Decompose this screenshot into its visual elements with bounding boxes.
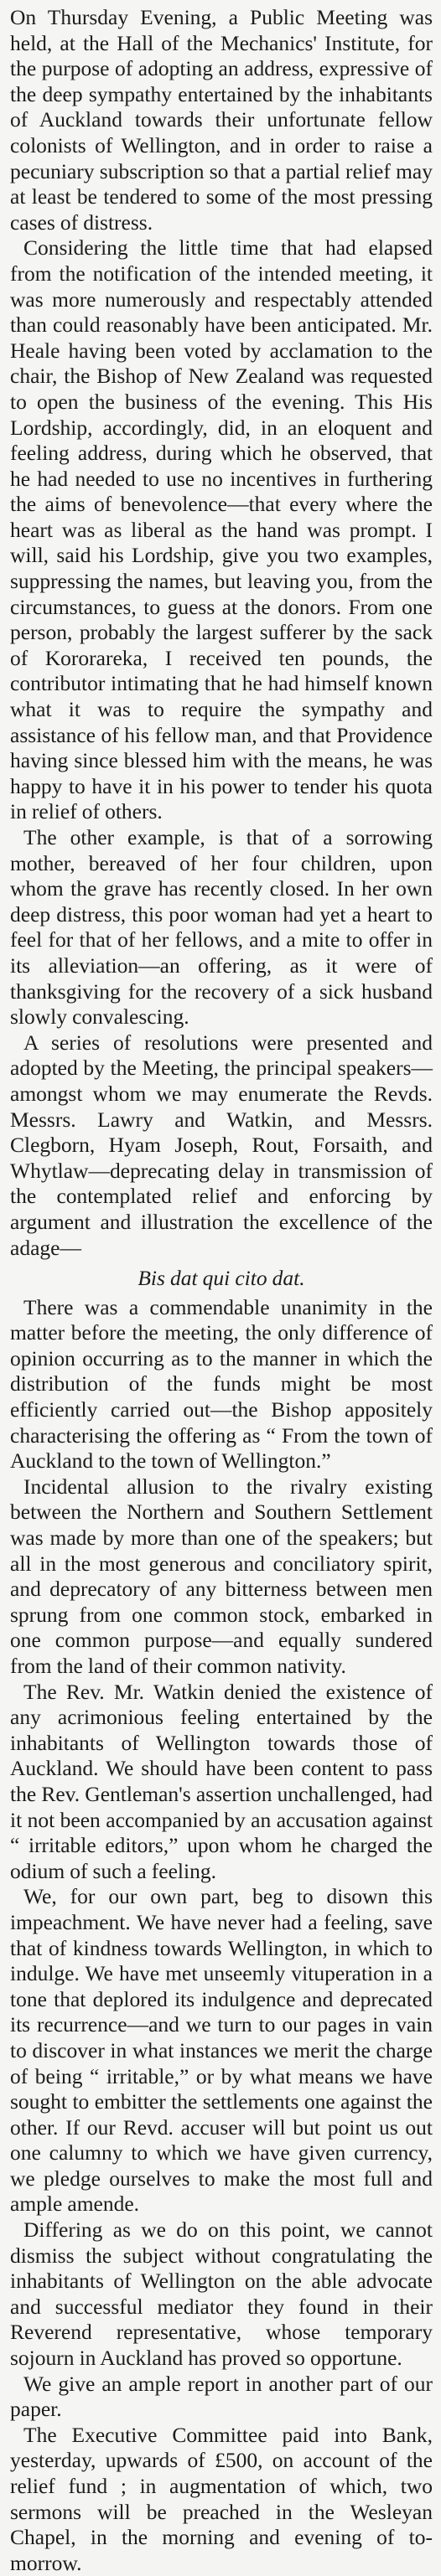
article-paragraph: Differing as we do on this point, we cannot dismiss the subject without congratulating the inhabitants of Wellington on the able advocate and successful mediator they found in their Reverend representative, whose temporary sojourn in Auckland has proved so opportune. [10,2217,433,2371]
article-paragraph: We give an ample report in another part of our paper. [10,2371,433,2422]
article-paragraph: There was a commendable unanimity in the matter before the meeting, the only difference of opinion occurring as to the manner in which the distribution of the funds might be most efficiently carried out—the Bishop appositely characterising the offering as “ From the town of Auckland to the town of Wellington.” [10,1294,433,1474]
article-paragraph: Incidental allusion to the rivalry existing between the Northern and Southern Settlement was made by more than one of the speakers; but all in the most generous and conciliatory spirit, and deprecatory of any bitterness between men sprung from one common stock, embarked in one common purpose—and equally sundered from the land of their common nativity. [10,1474,433,1678]
article-paragraph: Considering the little time that had elapsed from the notification of the intended meeting, it was more numerously and respectably attended than could reasonably have been anticipated. Mr. Heale having been voted by acclamation to the chair, the Bishop of New Zealand was requested to open the business of the evening. This His Lordship, accordingly, did, in an eloquent and feeling address, during which he observed, that he had needed to use no incentives in furthering the aims of benevolence—that every where the heart was as liberal as the hand was prompt. I will, said his Lordship, give you two examples, suppressing the names, but leaving you, from the circumstances, to guess at the donors. From one person, probably the largest sufferer by the sack of Kororareka, I received ten pounds, the contributor intimating that he had himself known what it was to require the sympathy and assistance of his fellow man, and that Providence having since blessed him with the means, he was happy to have it in his power to tender his quota in relief of others. [10,235,433,824]
article-paragraph: A series of resolutions were presented and adopted by the Meeting, the principal speakers—amongst whom we may enumerate the Revds. Messrs. Lawry and Watkin, and Messrs. Clegborn, Hyam Joseph, Rout, Forsaith, and Whytlaw—deprecating delay in transmission of the contemplated relief and enforcing by argument and illustration the excellence of the adage— [10,1030,433,1260]
article-paragraph: The Rev. Mr. Watkin denied the existence of any acrimonious feeling entertained by the inhabitants of Wellington towards those of Auckland. We should have been content to pass the Rev. Gentleman's assertion unchallenged, had it not been accompanied by an accusation against “ irritable editors,” upon whom he charged the odium of such a feeling. [10,1679,433,1883]
article-paragraph: The Executive Committee paid into Bank, yesterday, upwards of £500, on account of the relief fund ; in augmentation of which, two sermons will be preached in the Wesleyan Chapel, in the morning and evening of to-morrow. [10,2422,433,2575]
article-paragraph: We, for our own part, beg to disown this impeachment. We have never had a feeling, save that of kindness towards Wellington, in which to indulge. We have met unseemly vituperation in a tone that deplored its indulgence and deprecated its recurrence—and we turn to our pages in vain to discover in what instances we merit the charge of being “ irritable,” or by what means we have sought to embitter the settlements one against the other. If our Revd. accuser will but point us out one calumny to which we have given currency, we pledge ourselves to make the most full and ample amende. [10,1884,433,2217]
article-paragraph: The other example, is that of a sorrowing mother, bereaved of her four children, upon whom the grave has recently closed. In her own deep distress, this poor woman had yet a heart to feel for that of her fellows, and a mite to offer in its alleviation—an offering, as it were of thanksgiving for the recovery of a sick husband slowly convalescing. [10,825,433,1030]
latin-motto: Bis dat qui cito dat. [137,1266,305,1291]
article-column [10,5,433,2576]
article-paragraph: On Thursday Evening, a Public Meeting was held, at the Hall of the Mechanics' Institute, for the purpose of adopting an address, expressive of the deep sympathy entertained by the inhabitants of Auckland towards their unfortunate fellow colonists of Wellington, and in order to raise a pecuniary subscription so that a partial relief may at least be tendered to some of the most pressing cases of distress. [10,5,433,235]
